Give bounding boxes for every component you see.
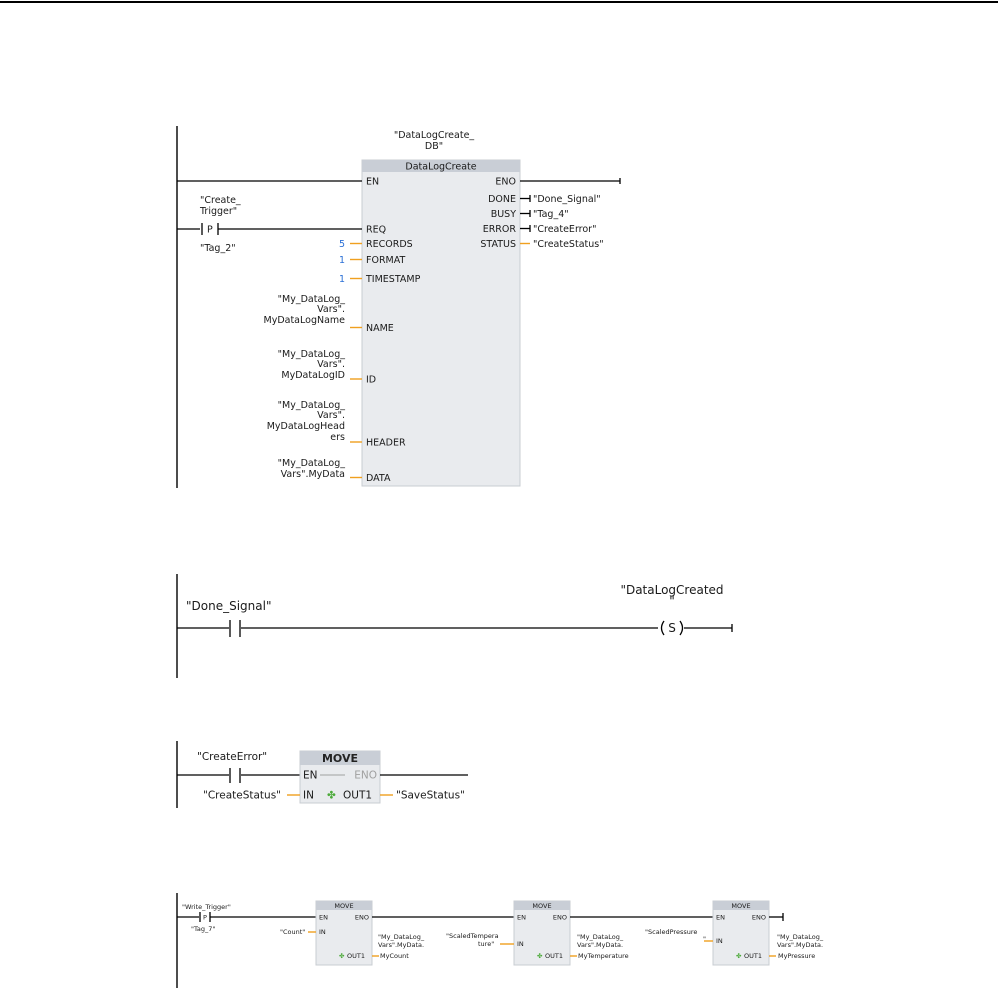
network-2 bbox=[177, 574, 732, 678]
pin-en: EN bbox=[366, 176, 380, 188]
move-3-out-operand-line1: "My_DataLog_ bbox=[777, 933, 824, 941]
move-n3-output-marker-icon: ✤ bbox=[327, 789, 336, 802]
n4-p-contact-symbol: P bbox=[203, 913, 207, 922]
format-value: 1 bbox=[338, 255, 345, 266]
move-2-out-operand-line1: "My_DataLog_ bbox=[577, 933, 624, 941]
pin-records: RECORDS bbox=[366, 239, 413, 250]
move-2-pin-in: IN bbox=[517, 940, 524, 948]
move-2-pin-eno: ENO bbox=[552, 913, 567, 922]
coil-tag-line1: "DataLogCreated bbox=[620, 583, 724, 597]
network-1 bbox=[177, 126, 620, 488]
instance-db-line2: DB" bbox=[424, 141, 444, 152]
datalogcreate-block-title: DataLogCreate bbox=[405, 161, 477, 173]
pin-timestamp: TIMESTAMP bbox=[366, 274, 421, 285]
network-3 bbox=[177, 741, 468, 808]
move-n3-pin-in: IN bbox=[303, 789, 314, 802]
move-2-pin-en: EN bbox=[517, 913, 526, 922]
data-operand-line1: "My_DataLog_ bbox=[277, 458, 345, 469]
move-n3-pin-eno: ENO bbox=[354, 769, 377, 782]
move-1-pin-eno: ENO bbox=[354, 913, 369, 922]
name-operand-line1: "My_DataLog_ bbox=[277, 294, 345, 305]
data-operand-line2: Vars".MyData bbox=[280, 469, 345, 480]
timestamp-value: 1 bbox=[338, 274, 345, 285]
done-operand: "Done_Signal" bbox=[533, 194, 601, 205]
header-operand-line2: Vars". bbox=[317, 410, 345, 421]
pin-status: STATUS bbox=[480, 239, 516, 250]
id-operand-line2: Vars". bbox=[317, 359, 345, 370]
move-block-1-title: MOVE bbox=[334, 902, 354, 910]
done-signal-contact-tag: "Done_Signal" bbox=[186, 599, 272, 613]
move-block-3-title: MOVE bbox=[731, 902, 751, 910]
pin-done: DONE bbox=[488, 194, 516, 205]
create-error-contact-tag: "CreateError" bbox=[197, 751, 268, 763]
busy-operand: "Tag_4" bbox=[533, 209, 569, 220]
instance-db-line1: "DataLogCreate_ bbox=[393, 130, 475, 141]
p-contact-symbol: P bbox=[207, 224, 213, 236]
pin-data: DATA bbox=[366, 473, 391, 484]
pin-format: FORMAT bbox=[366, 255, 406, 266]
pin-eno: ENO bbox=[495, 176, 516, 188]
move-1-pin-in: IN bbox=[319, 928, 326, 936]
move-block-n3-title: MOVE bbox=[321, 752, 359, 765]
move-3-pin-in: IN bbox=[716, 937, 723, 945]
write-trigger-tag: "Write_Trigger" bbox=[182, 903, 231, 911]
error-operand: "CreateError" bbox=[533, 224, 597, 235]
name-operand-line2: Vars". bbox=[317, 304, 345, 315]
header-operand-line3: MyDataLogHead bbox=[266, 421, 345, 432]
move-1-out-operand-line3: MyCount bbox=[380, 952, 409, 960]
move-n3-in-operand: "CreateStatus" bbox=[203, 789, 282, 802]
edge-memory-tag: "Tag_2" bbox=[200, 243, 236, 254]
records-value: 5 bbox=[338, 239, 345, 250]
move-3-pin-en: EN bbox=[716, 913, 725, 922]
move-2-pin-out: OUT1 bbox=[545, 952, 563, 960]
create-trigger-line2: Trigger" bbox=[200, 206, 238, 217]
pin-req: REQ bbox=[366, 224, 387, 236]
move-3-pin-out: OUT1 bbox=[744, 952, 762, 960]
coil-tag-line2: " bbox=[669, 594, 675, 608]
pin-id: ID bbox=[366, 374, 377, 386]
move-n3-pin-en: EN bbox=[303, 769, 318, 782]
header-operand-line1: "My_DataLog_ bbox=[277, 400, 345, 411]
set-coil-symbol: S bbox=[668, 621, 676, 635]
network-4 bbox=[177, 893, 824, 988]
pin-busy: BUSY bbox=[490, 209, 516, 220]
move-3-output-marker-icon: ✤ bbox=[736, 952, 742, 960]
n4-edge-memory-tag: "Tag_7" bbox=[191, 925, 216, 933]
name-operand-line3: MyDataLogName bbox=[263, 315, 345, 326]
move-1-output-marker-icon: ✤ bbox=[339, 952, 345, 960]
move-3-out-operand-line3: MyPressure bbox=[778, 952, 816, 960]
move-2-out-operand-line2: Vars".MyData. bbox=[577, 941, 624, 949]
move-2-in-operand-line1: "ScaledTempera bbox=[446, 932, 499, 940]
pin-name: NAME bbox=[366, 323, 394, 334]
move-3-out-operand-line2: Vars".MyData. bbox=[777, 941, 824, 949]
move-1-pin-en: EN bbox=[319, 913, 328, 922]
move-3-in-operand-line1: "ScaledPressure bbox=[645, 928, 698, 936]
pin-header: HEADER bbox=[366, 437, 406, 449]
set-coil-left[interactable] bbox=[662, 621, 665, 635]
status-operand: "CreateStatus" bbox=[533, 239, 604, 250]
move-1-out-operand-line1: "My_DataLog_ bbox=[378, 933, 425, 941]
move-2-in-operand-line2: ture" bbox=[478, 940, 495, 948]
set-coil-right[interactable] bbox=[680, 621, 683, 635]
move-1-in-operand: "Count" bbox=[280, 928, 306, 936]
move-1-out-operand-line2: Vars".MyData. bbox=[378, 941, 425, 949]
move-3-in-operand-line2: " bbox=[703, 935, 706, 943]
move-1-pin-out: OUT1 bbox=[347, 952, 365, 960]
pin-error: ERROR bbox=[482, 224, 516, 235]
move-block-2-title: MOVE bbox=[532, 902, 552, 910]
move-3-pin-eno: ENO bbox=[751, 913, 766, 922]
move-2-output-marker-icon: ✤ bbox=[537, 952, 543, 960]
header-operand-line4: ers bbox=[330, 432, 345, 443]
move-2-out-operand-line3: MyTemperature bbox=[578, 952, 629, 960]
create-trigger-line1: "Create_ bbox=[200, 195, 241, 206]
id-operand-line1: "My_DataLog_ bbox=[277, 349, 345, 360]
move-n3-pin-out: OUT1 bbox=[343, 789, 373, 802]
move-n3-out-operand: "SaveStatus" bbox=[396, 789, 465, 802]
id-operand-line3: MyDataLogID bbox=[281, 370, 345, 381]
